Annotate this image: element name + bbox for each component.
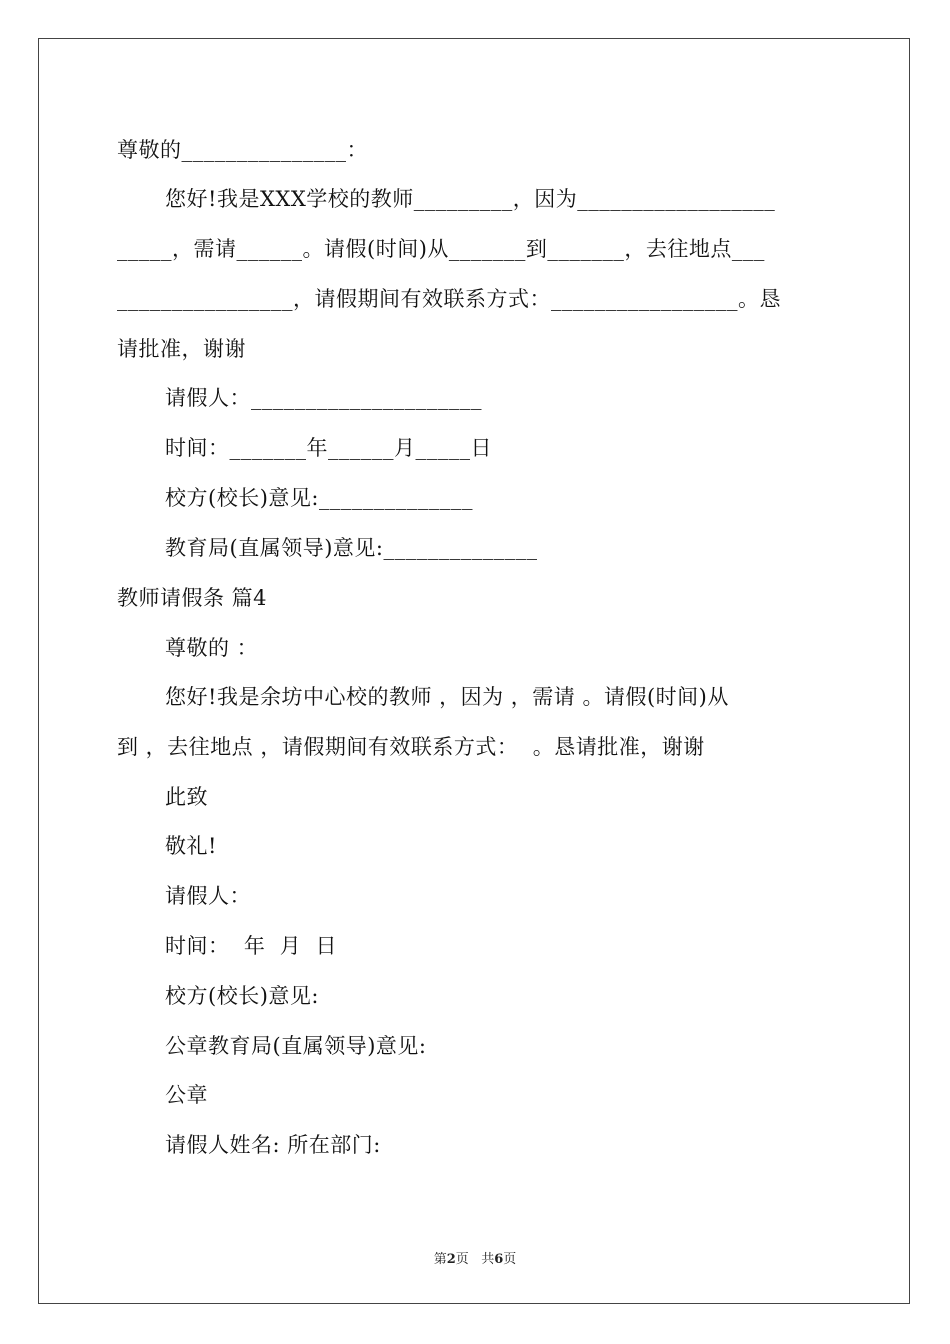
salutation: 尊敬的 ：	[165, 636, 259, 660]
seal-line: 公章	[165, 1083, 208, 1107]
applicant-line: 请假人：	[165, 884, 251, 908]
section-heading: 教师请假条 篇4	[117, 586, 268, 610]
page-total: 6	[494, 1252, 504, 1267]
closing-line: 敬礼!	[165, 834, 217, 858]
page-number	[0, 1248, 950, 1267]
body-line: _____，需请______。请假(时间)从_______到_______，去往地点___	[117, 237, 765, 261]
bureau-opinion-line: 教育局(直属领导)意见:______________	[165, 536, 538, 560]
applicant-line: 请假人：_____________________	[165, 386, 482, 410]
salutation: 尊敬的_______________：	[117, 138, 368, 162]
principal-opinion-line: 校方(校长)意见:	[165, 984, 319, 1008]
date-line: 时间： 年 月 日	[165, 934, 338, 958]
closing-line: 此致	[165, 785, 208, 809]
bureau-opinion-line: 公章教育局(直属领导)意见:	[165, 1034, 427, 1058]
page-current: 2	[446, 1252, 456, 1267]
body-line: 请批准，谢谢	[117, 337, 246, 361]
name-dept-line: 请假人姓名: 所在部门:	[165, 1133, 381, 1157]
body-line: 到 ，去往地点 ，请假期间有效联系方式： 。恳请批准，谢谢	[117, 735, 705, 759]
page-prefix: 第	[433, 1252, 447, 1267]
principal-opinion-line: 校方(校长)意见:______________	[165, 486, 473, 510]
page-mid: 页 共	[455, 1252, 495, 1267]
date-line: 时间：_______年______月_____日	[165, 436, 492, 460]
body-line: 您好!我是余坊中心校的教师 ，因为 ，需请 。请假(时间)从	[165, 685, 729, 709]
body-line: 您好!我是XXX学校的教师_________，因为__________________	[165, 187, 776, 211]
page-suffix: 页	[503, 1252, 517, 1267]
body-line: ________________，请假期间有效联系方式：_________________。恳	[117, 287, 781, 311]
page-border	[38, 38, 910, 1304]
